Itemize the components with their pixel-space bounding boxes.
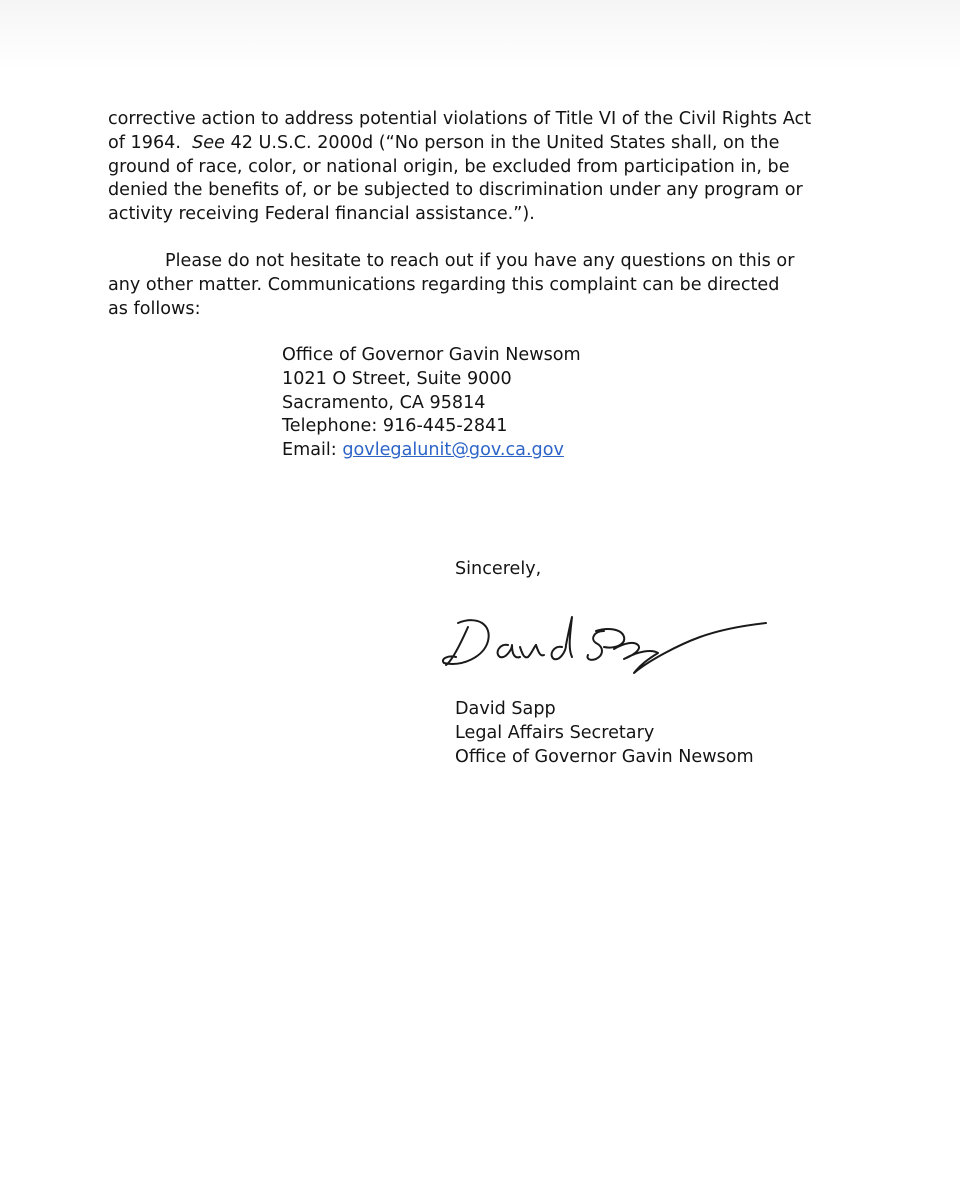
- contact-address-block: [282, 344, 581, 463]
- page-top-shadow: [0, 0, 960, 70]
- signer-name: David Sapp: [455, 699, 556, 719]
- paragraph-line: ground of race, color, or national origin, be excluded from participation in, be: [108, 156, 790, 177]
- signer-block: [455, 698, 754, 769]
- paragraph-line: Please do not hesitate to reach out if you have any questions on this or: [165, 251, 795, 271]
- paragraph-line: denied the benefits of, or be subjected to discrimination under any program or: [108, 180, 803, 201]
- signer-title: Legal Affairs Secretary: [455, 722, 655, 743]
- address-city: Sacramento, CA 95814: [282, 392, 486, 413]
- address-office: Office of Governor Gavin Newsom: [282, 345, 581, 365]
- email-label: Email:: [282, 440, 337, 461]
- paragraph-line: corrective action to address potential violations of Title VI of the Civil Rights Act: [108, 109, 812, 129]
- citation-signal: See: [192, 132, 225, 153]
- citation-year: of 1964.: [108, 132, 181, 153]
- paragraph-contact: [108, 250, 848, 321]
- address-telephone: Telephone: 916-445-2841: [282, 416, 508, 437]
- handwritten-signature: [438, 605, 778, 685]
- email-link[interactable]: govlegalunit@gov.ca.gov: [342, 440, 564, 461]
- paragraph-title-vi: [108, 108, 848, 227]
- address-street: 1021 O Street, Suite 9000: [282, 368, 512, 389]
- address-email-line: [282, 439, 581, 463]
- paragraph-line: any other matter. Communications regarding this complaint can be directed: [108, 274, 780, 295]
- signer-office: Office of Governor Gavin Newsom: [455, 746, 754, 767]
- paragraph-line: activity receiving Federal financial assistance.”).: [108, 204, 535, 225]
- paragraph-line: as follows:: [108, 298, 201, 319]
- closing: Sincerely,: [455, 559, 542, 579]
- citation-text: 42 U.S.C. 2000d (“No person in the United States shall, on the: [230, 132, 780, 153]
- paragraph-line: [108, 132, 848, 156]
